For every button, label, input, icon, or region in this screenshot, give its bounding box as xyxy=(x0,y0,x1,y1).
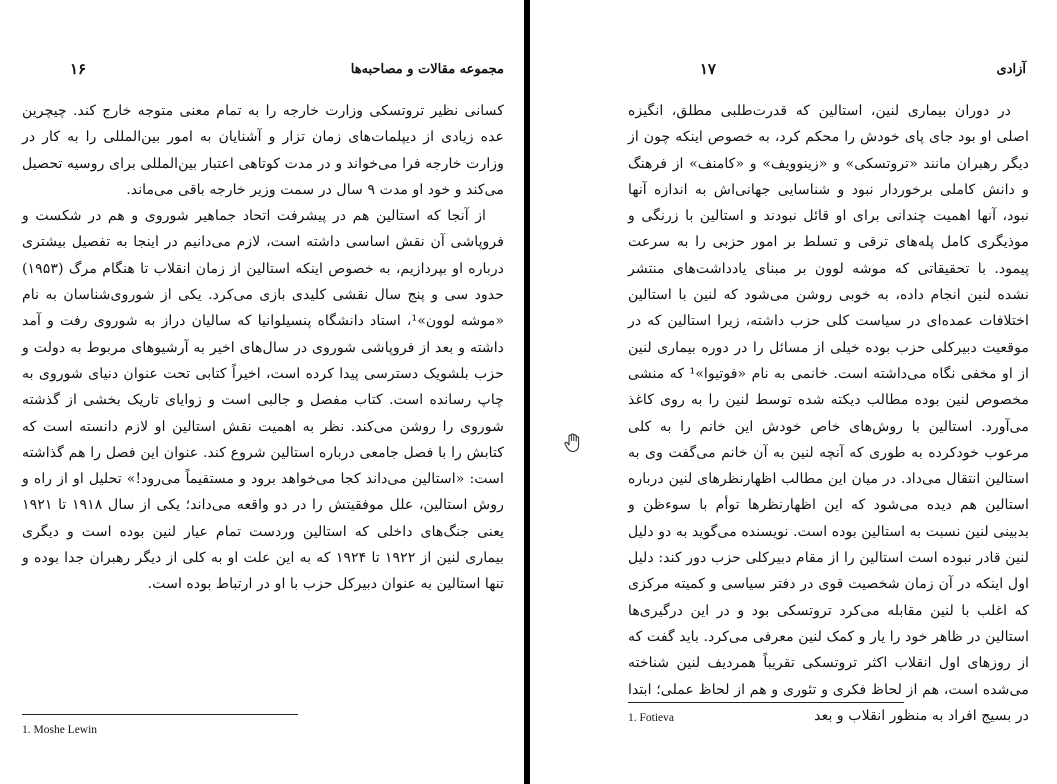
running-title: آزادی xyxy=(996,62,1026,77)
footnote: 1. Moshe Lewin xyxy=(22,724,98,736)
running-title: مجموعه مقالات و مصاحبه‌ها xyxy=(350,62,504,77)
hand-cursor-icon xyxy=(563,433,581,453)
body-text xyxy=(22,98,504,598)
right-page xyxy=(530,0,1057,784)
page-number: ۱۶ xyxy=(70,60,87,78)
footnote-rule xyxy=(22,714,298,715)
body-text xyxy=(628,98,1029,729)
page-number: ۱۷ xyxy=(699,60,716,78)
left-page xyxy=(0,0,524,784)
footnote-rule xyxy=(628,702,904,703)
paragraph: از آنجا که استالین هم در پیشرفت اتحاد جماهیر شوروی و هم در شکست و فروپاشی آن نقش اساسی داشته است، لازم می‌دانیم در اینجا به تفصیل بیشتری درباره او بپردازیم، به خصوص اینکه استالین از زمان انقلاب تا هنگام مرگ (۱۹۵۳) حدود سی و پنج سال نقشی کلیدی بازی می‌کرد. یکی از شوروی‌شناسان به نام «موشه لوون»¹، استاد دانشگاه پنسیلوانیا که سالیان دراز به شوروی رفت و آمد داشته و بعد از فروپاشی شوروی در سال‌های اخیر به آرشیوهای مربوط به دولت و حزب بلشویک دسترسی پیدا کرده است، اخیراً کتابی تحت عنوان دنیای شوروی به چاپ رسانده است. کتاب مفصل و جالبی است و زوایای تاریک بخشی از گذشته شوروی را روشن می‌کند. نظر به اهمیت نقش استالین او لازم دانسته است که کتابش را با فصل جامعی درباره استالین شروع کند. عنوان این فصل را هم گذاشته است: «استالین می‌داند کجا می‌خواهد برود و مستقیماً می‌رود!» تحلیل او از راه و روش استالین، علل موفقیتش را در دو واقعه می‌داند؛ یکی از سال ۱۹۱۸ تا ۱۹۲۱ یعنی جنگ‌های داخلی که استالین وردست تمام عیار لنین بوده است و دیگری بیماری لنین از ۱۹۲۲ تا ۱۹۲۴ که به این علت او به کلی از دیگر رهبران جدا بوده و تنها استالین به عنوان دبیرکل حزب با او در ارتباط بوده است. xyxy=(22,208,504,593)
paragraph: در دوران بیماری لنین، استالین که قدرت‌طلبی مطلق، انگیزه اصلی او بود جای پای خودش را محکم کرد، به خصوص اینکه چون از دیگر رهبران مانند «تروتسکی» و «زینوویف» و «کامنف» از فرهنگ و دانش کاملی برخوردار نبود و شناسایی جهانی‌اش به اندازه آنها نبود، آنها اهمیت چندانی برای او قائل نبودند و استالین با زرنگی و موذیگری کامل پله‌های ترقی و تسلط بر امور حزبی را به سرعت پیمود. با تحقیقاتی که موشه لوون بر مبنای یادداشت‌های منتشر نشده لنین انجام داده، به خوبی روشن می‌شود که لنین با استالین اختلافات عمده‌ای در سیاست کلی حزب داشته، زیرا استالین که در موقعیت دبیرکلی حزب بوده خیلی از مسائل را در دوره بیماری لنین از او مخفی نگاه می‌داشته است. خانمی به نام «فوتیوا»¹ که منشی مخصوص لنین بوده مطالب دیکته شده توسط لنین را به روی کاغذ می‌آورد. استالین با روش‌های خاص خودش این خانم را به کلی مرعوب خودکرده به طوری که آنچه لنین به آن خانم می‌گفت وی به استالین انتقال می‌داد. در میان این مطالب اظهارنظرهای لنین درباره استالین هم دیده می‌شود که این اظهارنظرها توأم با سوءظن و بدبینی لنین نسبت به استالین بوده است. نویسنده می‌گوید به دو دلیل لنین قادر نبوده است استالین را از مقام دبیرکلی حزب دور کند: دلیل اول اینکه در آن زمان شخصیت قوی در دفتر سیاسی و کمیته مرکزی که اغلب با لنین مقابله می‌کرد تروتسکی بود و در این درگیری‌ها استالین در ظاهر خود را یار و کمک لنین معرفی می‌کرد. باید گفت که از روزهای اول انقلاب اکثر تروتسکی تقریباً همردیف لنین شناخته می‌شده است، هم از لحاظ فکری و تئوری و هم از لحاظ عملی؛ ابتدا در بسیج افراد به منظور انقلاب و بعد xyxy=(628,103,1029,724)
paragraph: کسانی نظیر تروتسکی وزارت خارجه را به تمام معنی متوجه خارج کند. چیچرین عده زیادی از دیپلمات‌های زمان تزار و آشنایان به امور بین‌المللی را به کار در وزارت خارجه فرا می‌خواند و در مدت کوتاهی اعتبار بین‌المللی برای روسیه تحصیل می‌کند و خود او مدت ۹ سال در سمت وزیر خارجه باقی می‌ماند. xyxy=(22,103,504,198)
running-header xyxy=(616,60,1026,86)
footnote: 1. Fotieva xyxy=(628,712,674,724)
running-header xyxy=(26,60,504,86)
